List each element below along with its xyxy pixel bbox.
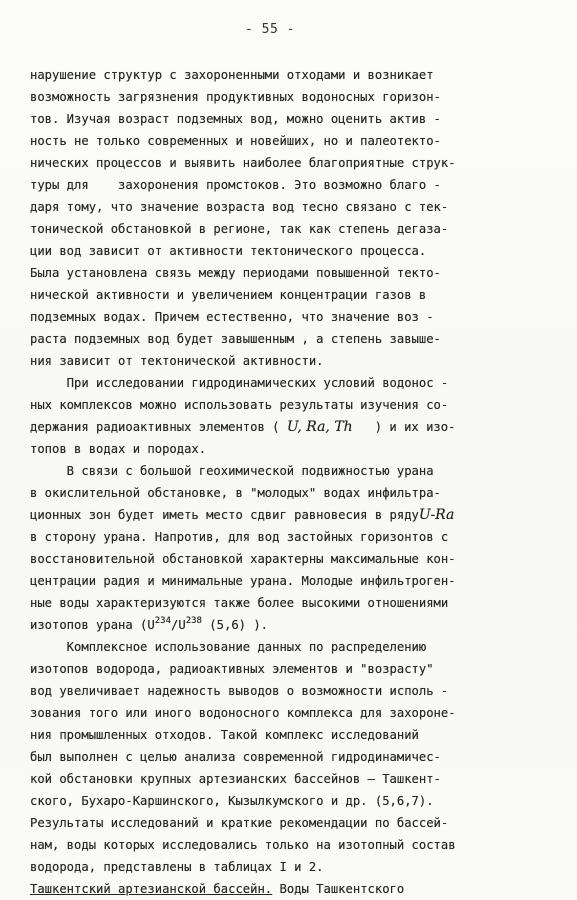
text-line: Результаты исследований и краткие рекомендации по бассей- [30, 816, 449, 830]
text-fragment: изотопов урана ( [30, 618, 148, 632]
text-line: топов в водах и породах. [30, 442, 207, 456]
handwritten-series: U-Ra [418, 507, 455, 523]
text-line: зования того или иного водоносного комплекса для захороне- [30, 706, 456, 720]
text-line: изотопов водорода, радиоактивных элементов и "возрасту" [30, 662, 434, 676]
text-line: ность не только современных и новейших, но и палеотекто- [30, 134, 441, 148]
text-line: вод увеличивает надежность выводов о возможности исполь - [30, 684, 449, 698]
ratio-symbol: U [147, 618, 155, 632]
text-line-ratio [30, 614, 550, 636]
text-line: нам, воды которых исследовались только на изотопный состав [30, 838, 456, 852]
text-line: тонической обстановкой в регионе, так как степень дегаза- [30, 222, 449, 236]
text-line: нической активности и увеличением концентрации газов в [30, 288, 427, 302]
superscript: 238 [185, 616, 202, 626]
text-line: Была установлена связь между периодами повышенной текто- [30, 266, 441, 280]
text-fragment: Воды Ташкентского [272, 882, 405, 896]
page-number: - 55 - [245, 22, 295, 37]
text-line: нарушение структур с захороненными отходами и возникает [30, 68, 434, 82]
text-line: При исследовании гидродинамических условий водонос - [30, 376, 449, 390]
text-fragment: ) и их изо- [352, 420, 456, 434]
text-line: нических процессов и выявить наиболее благоприятные струк- [30, 156, 456, 170]
section-heading: Ташкентский артезианской бассейн. [30, 882, 273, 896]
text-line-elements [30, 416, 550, 438]
text-line: возможность загрязнения продуктивных водоносных горизон- [30, 90, 441, 104]
text-line: В связи с большой геохимической подвижностью урана [30, 464, 434, 478]
text-line: в окислительной обстановке, в "молодых" водах инфильтра- [30, 486, 441, 500]
superscript: 234 [154, 616, 172, 626]
text-line: тов. Изучая возраст подземных вод, можно оценить актив - [30, 112, 441, 126]
text-line: в сторону урана. Напротив, для вод застойных горизонтов с [30, 530, 449, 544]
text-line: ных комплексов можно использовать результаты изучения со- [30, 398, 449, 412]
text-line: кой обстановки крупных артезианских бассейнов – Ташкент- [30, 772, 441, 786]
text-line: даря тому, что значение возраста вод тесно связано с тек- [30, 200, 449, 214]
text-line: центрации радия и минимальные урана. Молодые инфильтроген- [30, 574, 456, 588]
text-line: раста подземных вод будет завышенным , а степень завыше- [30, 332, 441, 346]
text-fragment: ционных зон будет иметь место сдвиг равновесия в ряду [30, 508, 419, 522]
text-line-heading [30, 878, 550, 900]
text-line: подземных водах. Причем естественно, что значение воз - [30, 310, 434, 324]
handwritten-elements: U, Ra, Th [286, 419, 353, 435]
text-line: Комплексное использование данных по распределению [30, 640, 427, 654]
text-fragment: (5,6) ). [201, 618, 269, 632]
text-line: был выполнен с целью анализа современной гидродинамичес- [30, 750, 441, 764]
text-line: ные воды характеризуются также более высокими отношениями [30, 596, 449, 610]
text-line: ния промышленных отходов. Такой комплекс исследований [30, 728, 419, 742]
text-line: туры для захоронения промстоков. Это возможно благо - [30, 178, 441, 192]
text-line: ции вод зависит от активности тектонического процесса. [30, 244, 427, 258]
text-fragment: держания радиоактивных элементов ( [30, 420, 287, 434]
body-text [30, 64, 550, 900]
text-line-series [30, 504, 550, 526]
text-line: восстановительной обстановкой характерны максимальные кон- [30, 552, 456, 566]
ratio-symbol: /U [171, 618, 186, 632]
text-line: ского, Бухаро-Каршинского, Кызылкумского и др. (5,6,7). [30, 794, 434, 808]
text-line: водорода, представлены в таблицах I и 2. [30, 860, 324, 874]
text-line: ния зависит от тектонической активности. [30, 354, 324, 368]
